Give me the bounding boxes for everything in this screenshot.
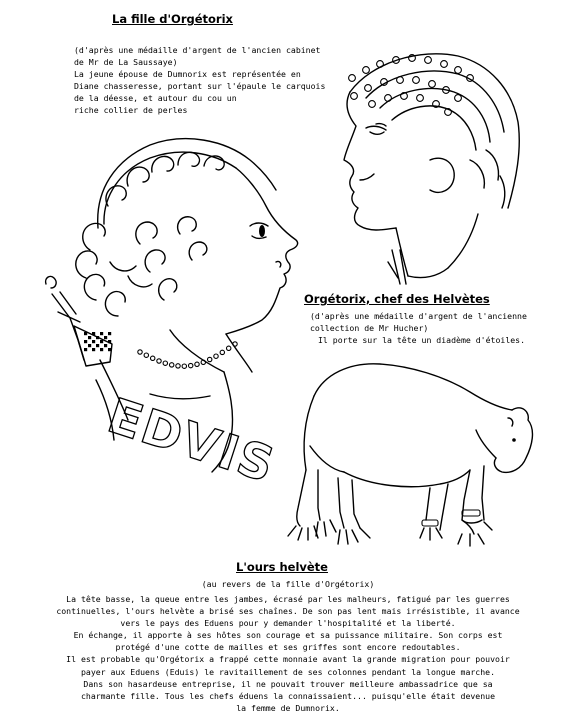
pearl (182, 364, 186, 368)
orgetorix-caption-line: Il porte sur la tête un diadème d'étoiles. (318, 335, 526, 346)
star-diadem (349, 55, 474, 116)
bear-title: L'ours helvète (236, 560, 328, 574)
daughter-caption-line: (d'après une médaille d'argent de l'ancien cabinet (74, 45, 321, 55)
daughter-caption-line: Diane chasseresse, portant sur l'épaule le carquois (74, 81, 326, 92)
bear-description-line: la femme de Dumnorix. (236, 702, 340, 713)
diadem-star (349, 75, 356, 82)
pearl-necklace (138, 342, 237, 369)
diadem-star (455, 95, 462, 102)
pearl (176, 364, 180, 368)
helvetian-bear (288, 364, 532, 546)
coin-legend-edvis: EDVIS (101, 387, 283, 495)
bear-description-line: charmante fille. Tous les chefs éduens la connaissaient... puisqu'elle était devenue (80, 690, 496, 701)
pearl (144, 353, 148, 357)
bear-description-line: La tête basse, la queue entre les jambes, écrasé par les malheurs, fatigué par les guerres (66, 594, 510, 604)
diadem-star (363, 67, 370, 74)
checker-cell (96, 344, 99, 347)
diadem-star (397, 77, 404, 84)
diadem-star (369, 101, 376, 108)
orgetorix-caption-line: collection de Mr Hucher) (310, 323, 429, 334)
orgetorix-portrait (344, 54, 519, 284)
checker-cell (92, 348, 95, 351)
diadem-star (429, 81, 436, 88)
pearl (157, 359, 161, 363)
bear-description-line: Dans son hasardeuse entreprise, il ne pouvait trouver meilleure ambassadrice que sa (83, 678, 493, 689)
pearl (189, 363, 193, 367)
daughter-caption-line: riche collier de perles (74, 105, 188, 116)
daughter-caption (74, 44, 325, 117)
bear-subtitle: (au revers de la fille d'Orgétorix) (201, 579, 375, 589)
checker-cell (92, 332, 95, 335)
checker-cell (96, 336, 99, 339)
checker-cell (84, 332, 87, 335)
pearl (195, 362, 199, 366)
checker-cell (104, 336, 107, 339)
orgetorix-caption-line: (d'après une médaille d'argent de l'ancienne (310, 311, 527, 321)
pearl (233, 342, 237, 346)
pearl (170, 363, 174, 367)
checker-cell (108, 348, 111, 351)
pearl (151, 356, 155, 360)
orgetorix-caption (310, 310, 527, 346)
checker-cell (100, 332, 103, 335)
checker-cell (100, 340, 103, 343)
diadem-star (365, 85, 372, 92)
diadem-star (441, 61, 448, 68)
bear-description-line: En échange, il apporte à ses hôtes son courage et sa puissance militaire. Son corps est (73, 630, 503, 641)
pearl (214, 354, 218, 358)
diadem-star (385, 95, 392, 102)
checker-cell (104, 344, 107, 347)
bear-description-line: continuelles, l'ours helvète a brisé ses chaînes. De son pas lent mais irrésistible, il avance (56, 606, 520, 617)
pearl (138, 350, 142, 354)
orgetorix-title: Orgétorix, chef des Helvètes (304, 292, 490, 306)
pearl (220, 350, 224, 354)
checker-cell (88, 336, 91, 339)
pearl (227, 346, 231, 350)
daughter-caption-line: La jeune épouse de Dumnorix est représentée en (74, 69, 301, 80)
diadem-star (455, 67, 462, 74)
diadem-star (413, 77, 420, 84)
bear-description-line: Il est probable qu'Orgétorix a frappé cette monnaie avant la grande migration pour pouvoir (66, 654, 510, 665)
bear-description-line: vers le pays des Eduens pour y demander l'hospitalité et la liberté. (120, 618, 456, 629)
checker-cell (108, 332, 111, 335)
diadem-star (417, 95, 424, 102)
bear-description-line: payer aux Eduens (Eduis) le ravitaillement de ses colonnes pendant la longue marche. (80, 666, 496, 677)
pearl (163, 361, 167, 365)
daughter-title: La fille d'Orgétorix (112, 12, 233, 26)
checker-cell (84, 340, 87, 343)
checker-cell (92, 340, 95, 343)
diadem-star (351, 93, 358, 100)
pearl (208, 357, 212, 361)
checker-cell (88, 344, 91, 347)
bear-description-line: protégé d'une cotte de mailles et ses griffes sont encore redoutables. (115, 642, 461, 653)
checker-cell (100, 348, 103, 351)
diadem-star (425, 57, 432, 64)
checker-cell (84, 348, 87, 351)
checker-cell (108, 340, 111, 343)
bear-description (0, 593, 576, 714)
daughter-caption-line: de la déesse, et autour du cou un (74, 93, 237, 104)
daughter-caption-line: de Mr de La Saussaye) (74, 57, 178, 68)
